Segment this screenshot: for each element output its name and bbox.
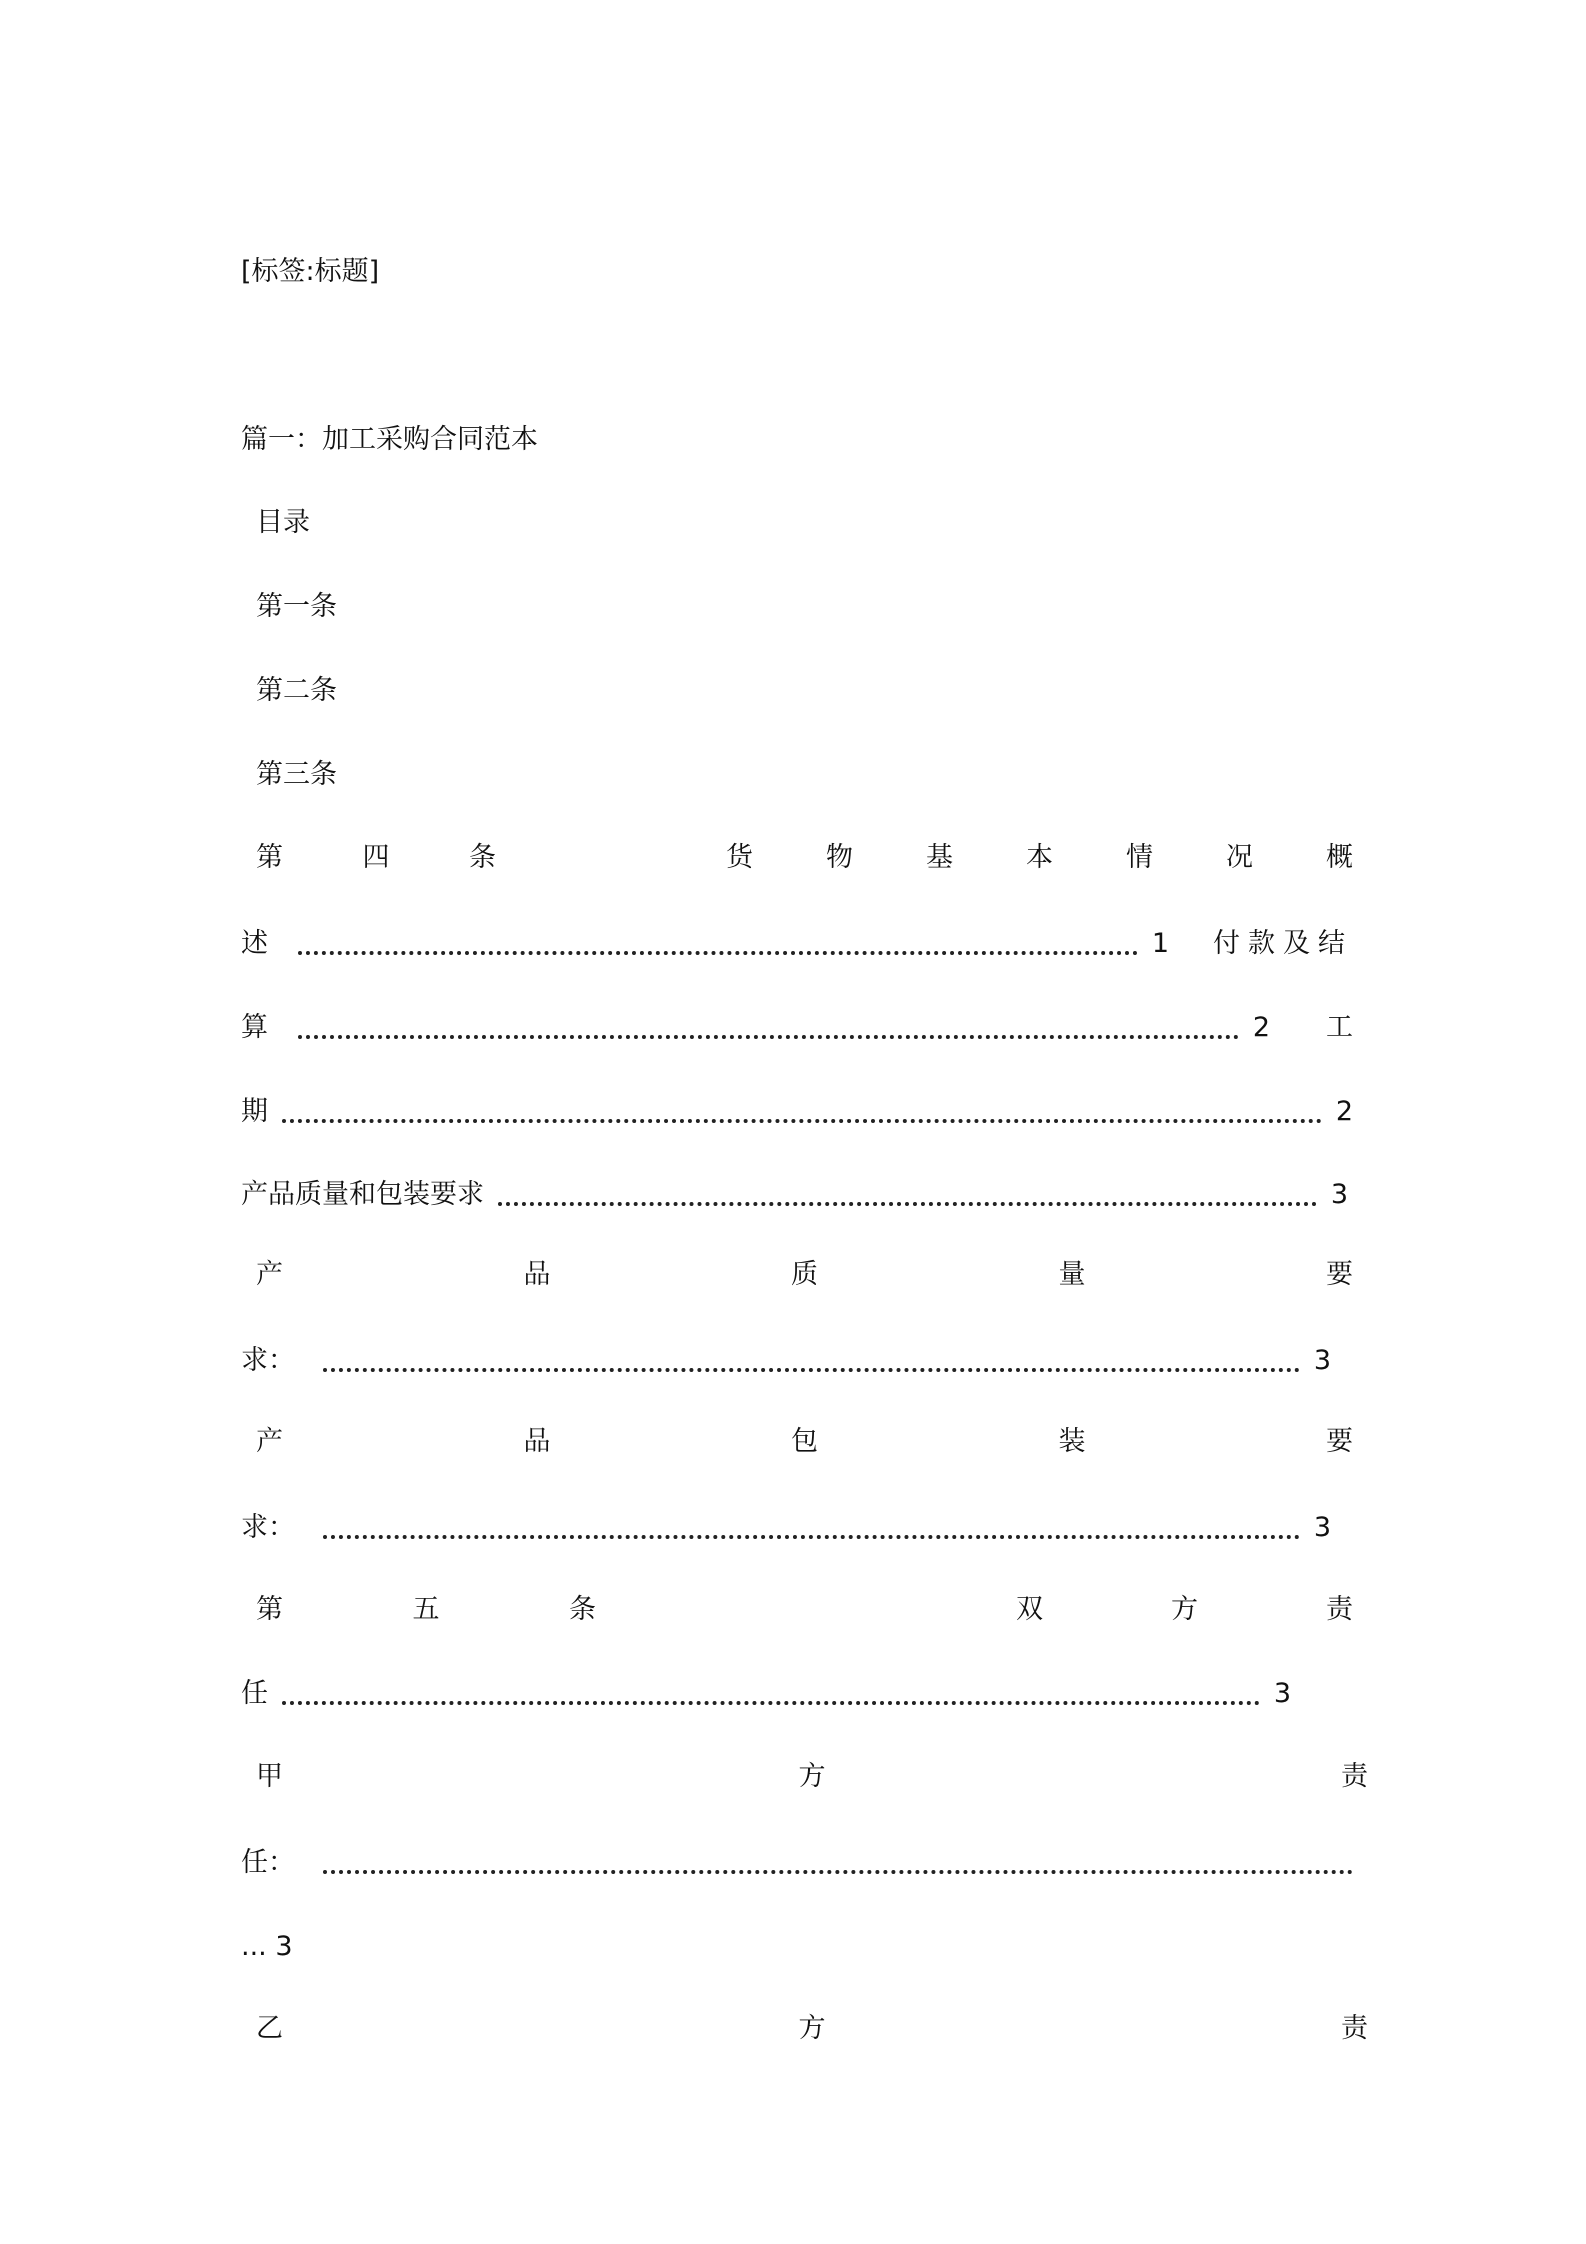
dot-leader [498, 1202, 1317, 1206]
dot-leader [298, 951, 1138, 955]
spread-char: 乙 [256, 2013, 283, 2044]
art4-char: 条 [469, 842, 496, 873]
dot-leader [323, 1535, 1300, 1539]
toc-row-payment [241, 1008, 1353, 1048]
toc-label: 求： [241, 1345, 295, 1376]
spread-char: 量 [1058, 1259, 1086, 1290]
toc-pack-header [241, 1422, 1353, 1462]
art5-char: 五 [412, 1594, 440, 1625]
toc-continued-page-number: ... 3 [241, 1931, 293, 1962]
art4-title-char: 况 [1226, 842, 1253, 873]
spread-char: 方 [798, 1761, 826, 1792]
toc-page-number: 1 [1151, 928, 1169, 959]
art4-title-char: 基 [926, 842, 953, 873]
spread-char: 质 [791, 1259, 818, 1290]
art5-char: 条 [569, 1594, 596, 1625]
art4-title-char: 概 [1326, 842, 1353, 873]
toc-quality-header [241, 1255, 1353, 1295]
art5-char: 双 [1016, 1594, 1043, 1625]
toc-label: 算 [241, 1012, 268, 1043]
art4-title-char: 本 [1026, 842, 1053, 873]
toc-page-number: 2 [1335, 1096, 1353, 1127]
page-heading: 篇一：加工采购合同范本 [241, 424, 538, 455]
art4-title-char: 货 [726, 842, 753, 873]
spread-char: 产 [256, 1426, 283, 1457]
toc-row-responsibility [241, 1674, 1291, 1714]
art5-char: 方 [1171, 1594, 1198, 1625]
toc-label: 期 [241, 1096, 268, 1127]
toc-page-number: 2 [1252, 1012, 1270, 1043]
toc-row-quality [241, 1341, 1331, 1381]
dot-leader [282, 1119, 1322, 1123]
toc-label: 产品质量和包装要求 [241, 1179, 484, 1210]
art5-char: 第 [256, 1594, 283, 1625]
spread-char: 品 [523, 1426, 551, 1457]
art4-char: 四 [362, 842, 390, 873]
spread-char: 甲 [256, 1761, 283, 1792]
toc-article-1: 第一条 [256, 591, 337, 622]
toc-party-a-header [241, 1757, 1368, 1797]
art4-char: 第 [256, 842, 283, 873]
dot-leader [323, 1870, 1353, 1874]
tag-line: [标签:标题] [241, 256, 380, 287]
toc-page-number: 3 [1313, 1512, 1331, 1543]
toc-page-number: 3 [1330, 1179, 1348, 1210]
art5-char: 责 [1326, 1594, 1353, 1625]
spread-char: 要 [1326, 1259, 1353, 1290]
dot-leader [323, 1368, 1300, 1372]
toc-row-pack [241, 1508, 1331, 1548]
toc-tail-text: 工 [1326, 1012, 1353, 1043]
dot-leader [282, 1701, 1260, 1705]
toc-label: 任 [241, 1678, 268, 1709]
dot-leader [298, 1035, 1239, 1039]
toc-label: 求： [241, 1512, 295, 1543]
art4-title-char: 情 [1126, 842, 1153, 873]
spread-char: 要 [1326, 1426, 1353, 1457]
toc-article-2: 第二条 [256, 675, 337, 706]
spread-char: 品 [523, 1259, 551, 1290]
toc-label: 任： [241, 1847, 295, 1878]
toc-tail-text: 付款及结 [1213, 928, 1353, 959]
toc-article-3: 第三条 [256, 759, 337, 790]
toc-row-quality-pack [241, 1175, 1348, 1215]
toc-page-number: 3 [1273, 1678, 1291, 1709]
toc-page-number: 3 [1313, 1345, 1331, 1376]
toc-row-party-a [241, 1843, 1353, 1883]
spread-char: 责 [1341, 1761, 1368, 1792]
spread-char: 装 [1058, 1426, 1086, 1457]
spread-char: 责 [1341, 2013, 1368, 2044]
art4-title-char: 物 [826, 842, 853, 873]
toc-party-b-header [241, 2009, 1368, 2049]
toc-label: 述 [241, 928, 268, 959]
toc-row-period [241, 1092, 1353, 1132]
spread-char: 方 [798, 2013, 826, 2044]
toc-title: 目录 [256, 507, 310, 538]
spread-char: 产 [256, 1259, 283, 1290]
toc-row-overview [241, 924, 1353, 964]
spread-char: 包 [791, 1426, 818, 1457]
